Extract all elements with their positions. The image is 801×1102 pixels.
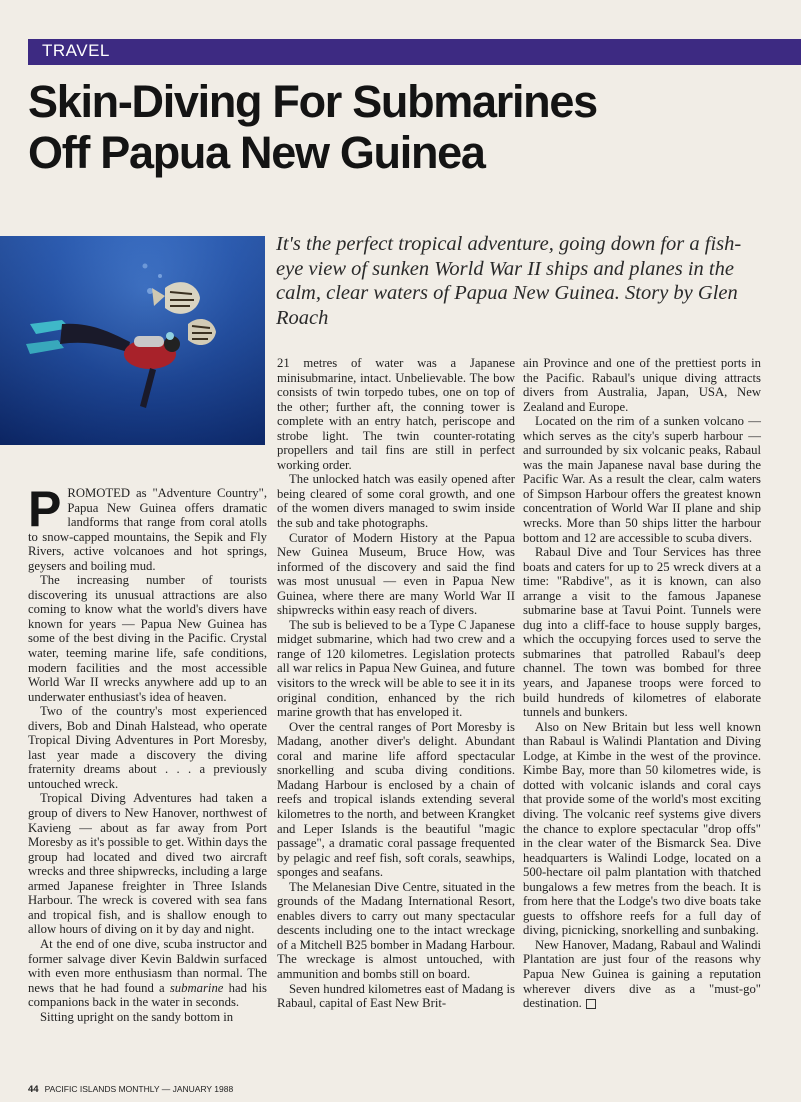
paragraph: The sub is believed to be a Type C Japanese midget submarine, which had two crew and a range of 120 kilometres. Legislation protects all war relics in Papua New Guinea, and future visitors to the wreck will be able to see it in its original condition, enhanced by the rich marine growth that has enveloped it. xyxy=(277,617,515,720)
page-footer xyxy=(28,1084,233,1095)
title-line-1: Skin-Diving For Submarines xyxy=(28,76,597,127)
paragraph: Over the central ranges of Port Moresby is Madang, another diver's delight. Abundant coral and marine life afford spectacular snorkelling and scuba diving conditions. Madang Harbour is enclosed by a chain of reefs and tropical islands extending several kilometres to the north, and between Krangket and Leper Islands is the beautiful "magic passage", a dramatic coral passage frequented by pelagic and reef fish, soft corals, seawhips, sponges and seafans. xyxy=(277,719,515,880)
lead-paragraph xyxy=(28,481,267,573)
paragraph: Seven hundred kilometres east of Madang is Rabaul, capital of East New Brit- xyxy=(277,981,515,1011)
article-title xyxy=(28,76,788,178)
closing-text: New Hanover, Madang, Rabaul and Walindi Plantation are just four of the reasons why Papua New Guinea is gaining a reputation wherever divers dive as a "must-go" destination. xyxy=(523,937,761,1011)
section-label: TRAVEL xyxy=(42,41,110,60)
publication-line: PACIFIC ISLANDS MONTHLY — JANUARY 1988 xyxy=(44,1084,234,1094)
paragraph-text: At the end of one dive, scuba instructor and former salvage diver Kevin Baldwin surfaced with even more enthusiasm than normal. The news that he had found a xyxy=(28,936,267,995)
article-column-3 xyxy=(523,356,761,1011)
paragraph xyxy=(28,937,267,1010)
paragraph: Curator of Modern History at the Papua New Guinea Museum, Bruce How, was informed of the discovery and said the find was most unusual — even in Papua New Guinea, where there are many World War II shipwrecks within easy reach of divers. xyxy=(277,530,515,618)
paragraph: ain Province and one of the prettiest ports in the Pacific. Rabaul's unique diving attracts divers from Australia, Japan, USA, New Zealand and Europe. xyxy=(523,356,761,414)
section-band xyxy=(28,39,801,65)
emphasis-text: submarine xyxy=(169,980,224,995)
paragraph: The unlocked hatch was easily opened after being cleared of some coral growth, and one of the women divers managed to swim inside the sub and take photographs. xyxy=(277,472,515,531)
paragraph: Rabaul Dive and Tour Services has three boats and caters for up to 25 wreck divers at a time: "Rabdive", as it is known, can also arrange a visit to the famous Japanese submarine base at Tavui Point. Tunnels were dug into a cliff-face to house supply barges, which the occupying forces used to serve the submarines that patrolled Rabaul's deep channel. The town was bombed for three years, and Japanese troops were forced to build hundreds of kilometres of elaborate tunnels and bunkers. xyxy=(523,545,761,720)
paragraph-text: had his companions back in the water in seconds. xyxy=(28,980,267,1010)
paragraph: Tropical Diving Adventures had taken a group of divers to New Hanover, northwest of Kavieng — about as far away from Port Moresby as it's possible to get. Within days the group had located and dived two aircraft wrecks and three shipwrecks, including a large armed Japanese freighter in Three Islands Harbour. The wreck is covered with sea fans and tropical fish, and is shallow enough to allow hours of diving on it by day and night. xyxy=(28,791,267,937)
paragraph xyxy=(523,938,761,1011)
diver-illustration xyxy=(0,236,265,445)
end-of-article-box-icon xyxy=(586,999,596,1009)
article-column-1 xyxy=(28,481,267,1024)
paragraph: The Melanesian Dive Centre, situated in the grounds of the Madang International Resort, enables divers to carry out many spectacular descents including one to the intact wreckage of a Mitchell B25 bomber in Madang Harbour. The wreckage is almost untouched, with ammunition and bombs still on board. xyxy=(277,879,515,981)
article-deck: It's the perfect tropical adventure, going down for a fish-eye view of sunken World War II ships and planes in the calm, clear waters of Papua New Guinea. Story by Glen Roach xyxy=(276,233,742,329)
paragraph: 21 metres of water was a Japanese minisubmarine, intact. Unbelievable. The bow consists of twin torpedo tubes, one on top of the other; further aft, the conning tower is complete with an entry hatch, periscope and strobe light. The twin counter-rotating propellers and tail fins are still in perfect working order. xyxy=(277,356,515,472)
drop-cap: P xyxy=(28,481,62,537)
lead-text: ROMOTED as "Adventure Country", Papua New Guinea offers dramatic landforms that range from coral atolls to snow-capped mountains, the Sepik and Fly Rivers, active volcanoes and hot springs, geysers and boiling mud. xyxy=(28,486,267,573)
page-number: 44 xyxy=(28,1084,39,1095)
diver-photo xyxy=(0,236,265,445)
paragraph: Two of the country's most experienced divers, Bob and Dinah Halstead, who operate Tropical Diving Adventures in Port Moresby, last year made a discovery the diving fraternity dreams about . . . a previously untouched wreck. xyxy=(28,704,267,791)
paragraph: The increasing number of tourists discovering its unusual attractions are also coming to know what the world's divers have known for years — Papua New Guinea has some of the best diving in the Pacific. Crystal water, teeming marine life, safe conditions, modern facilities and the most accessible World War II wrecks anywhere add up to an underwater enthusiast's idea of heaven. xyxy=(28,573,267,704)
article-column-2 xyxy=(277,356,515,1011)
paragraph: Sitting upright on the sandy bottom in xyxy=(40,1009,234,1024)
title-line-2: Off Papua New Guinea xyxy=(28,127,485,178)
paragraph: Located on the rim of a sunken volcano — which serves as the city's superb harbour — and surrounded by six volcanic peaks, Rabaul was the main Japanese naval base during the Pacific War. As a result the clear, calm waters of Simpson Harbour offers the greatest known concentration of World War II plane and ship wrecks. More than 50 ships litter the harbour bottom and 12 are accessible to scuba divers. xyxy=(523,414,761,545)
paragraph: Also on New Britain but less well known than Rabaul is Walindi Plantation and Diving Lodge, at Kimbe in the west of the province. Kimbe Bay, more than 50 kilometres wide, is dotted with volcanic islands and coral cays that provide some of the world's most exciting diving. The volcanic reef systems give divers the chance to explore spectacular "drop offs" in the clear water of the Bismarck Sea. Dive headquarters is Walindi Lodge, located on a 500-hectare oil palm plantation with thatched bungalows a few metres from the beach. It is from here that the Lodge's two dive boats take guests to offshore reefs for a full day of diving, picnicking, snorkelling and sunbaking. xyxy=(523,719,761,938)
